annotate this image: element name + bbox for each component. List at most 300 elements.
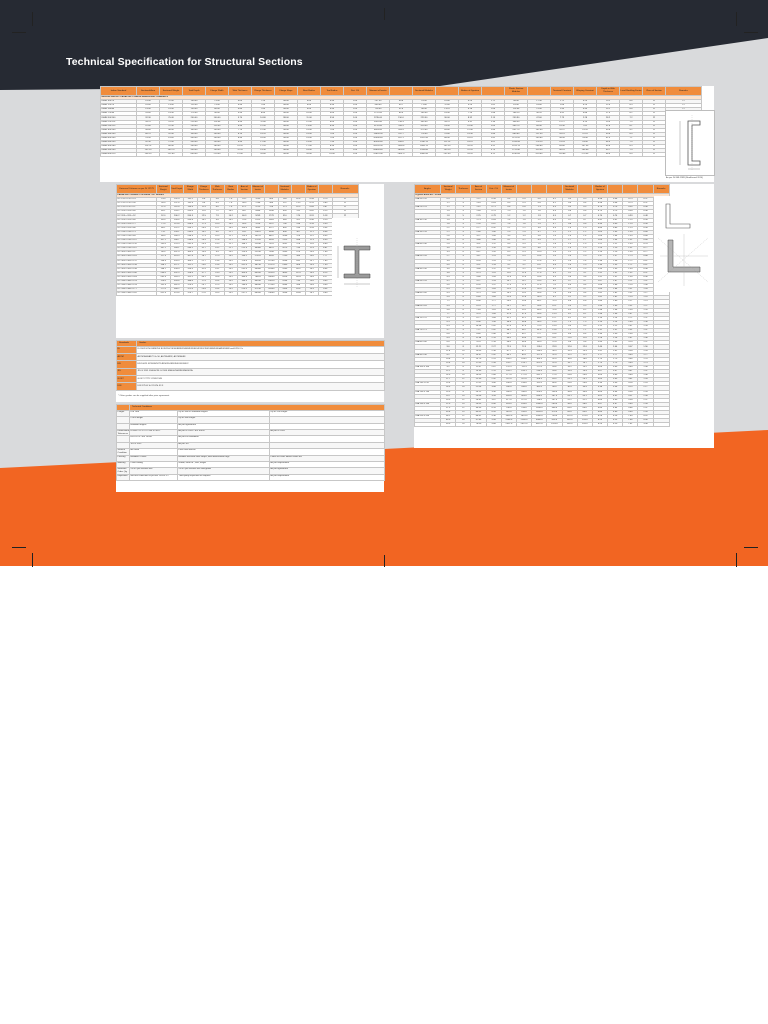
grade-value: GOST 27772 C255/C345	[137, 375, 385, 382]
table-cell: 22.59	[471, 378, 486, 382]
table-cell: 4.64	[592, 406, 607, 410]
table-cell: 10	[456, 394, 471, 398]
table-cell: 13.4	[305, 251, 319, 255]
table-cell: 27.0	[597, 112, 620, 116]
table-cell: 2.14	[608, 320, 623, 324]
table-cell: Pl	[643, 128, 666, 132]
table-cell: 9.00	[298, 104, 321, 108]
table-cell: 7.50	[321, 141, 344, 145]
table-cell: 6.3	[516, 251, 531, 255]
table-cell: 300.00	[183, 128, 206, 132]
table-cell: 20.80	[252, 153, 275, 157]
table-cell: 12.9	[516, 275, 531, 279]
table-cell: 150.2	[238, 255, 252, 259]
table-cell: 2.84	[482, 128, 505, 132]
table-cell: 305.3	[184, 251, 198, 255]
table-cell: 309.2	[184, 259, 198, 263]
table-cell: 651.70	[505, 128, 528, 132]
table-cell: 2.77	[471, 226, 486, 230]
table-cell: 230.6	[532, 370, 547, 374]
table-cell: 1.04	[344, 104, 367, 108]
table-cell: 125.00	[206, 124, 229, 128]
table-cell: 158.1	[157, 263, 171, 267]
table-cell: 3	[456, 198, 471, 202]
table-cell: 834.0	[390, 141, 413, 145]
table-cell: 78.50	[137, 136, 160, 140]
table-cell: 261.3	[184, 243, 198, 247]
table-cell: 2.30	[608, 333, 623, 337]
table-cell: 125.0	[577, 415, 592, 419]
table-cell: 12570	[265, 263, 279, 267]
table-cell: 9.18	[305, 222, 319, 226]
table-cell: 22.0	[597, 104, 620, 108]
table-cell: 10	[456, 386, 471, 390]
table-cell: 8.96	[471, 300, 486, 304]
table-cell: 152	[292, 210, 306, 214]
table-cell: 14.5	[305, 271, 319, 275]
table-cell: 13.79	[471, 357, 486, 361]
table-cell: 98.00	[275, 132, 298, 136]
table-cell: 30.4	[577, 386, 592, 390]
table-cell: 20.22	[471, 390, 486, 394]
table-cell: 5.49	[486, 419, 501, 423]
table-cell: 16.36	[551, 124, 574, 128]
table-cell: 1.8	[441, 214, 456, 218]
table-cell: 4.4	[577, 292, 592, 296]
table-cell: 4.06	[486, 402, 501, 406]
table-cell: 0.58	[608, 202, 623, 206]
column-header: Torsional Constant	[551, 87, 574, 96]
table-cell: 11.6	[305, 243, 319, 247]
table-cell: 123.4	[238, 251, 252, 255]
table-cell: 11.0	[562, 337, 577, 341]
table-cell: 225.00	[183, 120, 206, 124]
table-cell: 458	[292, 239, 306, 243]
table-cell: 4.4	[562, 292, 577, 296]
table-cell: 10	[456, 349, 471, 353]
table-cell: 5.75	[471, 292, 486, 296]
table-cell: 12.9	[501, 275, 516, 279]
table-cell: 174	[292, 214, 306, 218]
table-cell: 6	[456, 341, 471, 345]
table-cell: 71.0	[157, 222, 171, 226]
table-cell: 12	[456, 415, 471, 419]
table-cell: 14.20	[252, 132, 275, 136]
table-cell: 1.73	[471, 218, 486, 222]
table-cell: 3.88	[471, 267, 486, 271]
table-cell: 1.45	[486, 275, 501, 279]
table-cell: 2.06	[486, 333, 501, 337]
crop-mark	[12, 547, 26, 548]
table-cell: 76.00	[471, 423, 486, 427]
table-cell: 2.99	[638, 402, 653, 406]
table-cell: 7.6	[224, 206, 238, 210]
table-cell: 15.3	[547, 312, 562, 316]
table-cell: 2.07	[623, 288, 638, 292]
table-cell: 0.89	[592, 226, 607, 230]
table-cell: 165.5	[532, 357, 547, 361]
table-cell: 196.0	[501, 382, 516, 386]
table-cell: 0.5	[562, 206, 577, 210]
table-cell: 327.1	[170, 263, 184, 267]
table-cell: 11.3	[305, 239, 319, 243]
table-cell: 20.7	[197, 284, 211, 288]
table-cell: 1.4	[501, 218, 516, 222]
table-cell: 3.98	[638, 423, 653, 427]
table-cell: 13.9	[305, 263, 319, 267]
table-cell: 4.5	[441, 275, 456, 279]
row-label: ISA 65 x 65	[415, 304, 441, 308]
table-cell: 4.7	[532, 230, 547, 234]
table-cell: 7.89	[623, 415, 638, 419]
table-cell: 2.4	[562, 259, 577, 263]
table-cell: 17.5	[197, 279, 211, 283]
table-cell: 10	[456, 374, 471, 378]
table-cell: 66260	[251, 292, 265, 296]
table-cell: 1.04	[344, 145, 367, 149]
table-cell: 13.8	[211, 259, 225, 263]
table-cell: 37.7	[197, 271, 211, 275]
table-cell: 2.9	[501, 230, 516, 234]
table-cell: 12.21	[471, 345, 486, 349]
table-cell: 205.0	[562, 423, 577, 427]
table-cell: 0.87	[486, 222, 501, 226]
table-cell: 43.02	[471, 410, 486, 414]
table-cell: 2.2	[532, 218, 547, 222]
table-cell: 59.6	[547, 370, 562, 374]
table-cell: 4.50	[321, 100, 344, 104]
table-cell: 1.37	[486, 267, 501, 271]
table-cell: 145.1	[501, 370, 516, 374]
table-cell: 9.2	[516, 263, 531, 267]
table-cell: 1176.20	[505, 136, 528, 140]
table-cell: 0.87	[638, 263, 653, 267]
table-cell: 45.6	[547, 365, 562, 369]
table-cell: 20310	[265, 271, 279, 275]
table-cell: 1778	[265, 214, 279, 218]
table-cell: 1.92	[623, 271, 638, 275]
group-label: EQUAL ANGLES - IS 808	[415, 194, 670, 198]
condition-label: Marking	[117, 461, 130, 467]
table-cell: 206.2	[170, 214, 184, 218]
column-header: Warping Constant	[574, 87, 597, 96]
condition-value: IS 808 / IS 12779 / BS 4 Part 1	[130, 429, 178, 435]
table-cell: 6.69	[319, 243, 333, 247]
table-cell: 145.1	[516, 370, 531, 374]
table-cell: 2.75	[592, 357, 607, 361]
table-cell: 145.40	[413, 112, 436, 116]
table-cell: 3.04	[623, 349, 638, 353]
table-cell: 6.5	[501, 255, 516, 259]
table-cell: 0.3	[577, 198, 592, 202]
table-cell: 0.5	[547, 214, 562, 218]
row-label: UC 203 x 203 x 86	[117, 226, 157, 230]
table-cell: 4.0	[441, 263, 456, 267]
table-cell: 322.2	[184, 275, 198, 279]
table-cell: 3.27	[471, 234, 486, 238]
table-cell: 1.1	[441, 202, 456, 206]
table-cell: 3	[456, 218, 471, 222]
row-label: ISA 130 x 130	[415, 390, 441, 394]
table-row	[117, 346, 385, 353]
table-cell: 215.8	[170, 222, 184, 226]
table-cell: 0.58	[592, 202, 607, 206]
table-cell: 374.6	[170, 292, 184, 296]
table-cell: 4.9	[441, 304, 456, 308]
table-cell: 2.87	[623, 337, 638, 341]
standard-label: EN	[117, 361, 137, 368]
table-cell: 8.60	[252, 112, 275, 116]
table-cell: 8.3	[620, 104, 643, 108]
table-cell: 5.6	[532, 234, 547, 238]
table-cell: 6.26	[608, 415, 623, 419]
table-cell: Pl	[666, 104, 702, 108]
table-cell: 1.65	[486, 292, 501, 296]
column-header	[516, 185, 531, 194]
table-cell: 16.0	[562, 357, 577, 361]
table-cell: 2.51	[486, 357, 501, 361]
row-label: UC 305 x 305 x 137	[117, 259, 157, 263]
table-cell: 38.3	[238, 202, 252, 206]
table-cell: 1.20	[486, 251, 501, 255]
table-cell: 1.80	[592, 300, 607, 304]
table-cell: 2.7	[441, 255, 456, 259]
table-cell: 15	[456, 419, 471, 423]
table-cell: 3.39	[592, 382, 607, 386]
table-cell: 157.6	[170, 202, 184, 206]
table-cell: 3.07	[592, 370, 607, 374]
table-cell: 10.40	[459, 124, 482, 128]
table-cell: 1.80	[608, 300, 623, 304]
table-cell: 225.5	[238, 288, 252, 292]
table-cell: 305.8	[238, 271, 252, 275]
table-cell: 260.0	[547, 402, 562, 406]
table-cell: 111.20	[436, 141, 459, 145]
table-cell: 3.38	[592, 386, 607, 390]
table-cell: 6.3	[501, 251, 516, 255]
table-cell: 5.4	[501, 247, 516, 251]
table-cell: 69.0	[562, 406, 577, 410]
table-cell: 1.4	[547, 234, 562, 238]
table-cell: 14.7	[501, 279, 516, 283]
column-header: Web Thickness	[229, 87, 252, 96]
table-cell: Pl	[332, 210, 358, 214]
table-cell: 12.00	[298, 120, 321, 124]
table-cell: 12.1	[441, 370, 456, 374]
table-cell: 1.9	[562, 247, 577, 251]
row-label: ISMB 250/125	[101, 124, 137, 128]
table-cell: 2.41	[608, 349, 623, 353]
table-cell: Pl	[643, 116, 666, 120]
row-label: UC 305 x 305 x 158	[117, 263, 157, 267]
table-cell: 5131.60	[367, 124, 390, 128]
table-cell: 6.20	[608, 423, 623, 427]
crop-mark	[744, 32, 758, 33]
table-cell: 8.2	[620, 112, 643, 116]
table-cell: 5.20	[459, 104, 482, 108]
table-cell: 150.00	[183, 108, 206, 112]
condition-label: Minimum Order Qty	[117, 468, 130, 474]
table-cell: 44.1	[197, 275, 211, 279]
table-cell: 0.74	[592, 214, 607, 218]
table-cell: 23.5	[441, 398, 456, 402]
table-cell: 19.2	[211, 247, 225, 251]
group-label: MEDIUM WEIGHT PARALLEL FLANGE BEAMS AND CHANNELS	[101, 96, 702, 100]
table-cell: 3.87	[623, 370, 638, 374]
table-cell: Pl	[332, 202, 358, 206]
table-cell: 2900.0	[532, 415, 547, 419]
table-cell: 1.67	[592, 279, 607, 283]
table-cell: 98.00	[275, 136, 298, 140]
table-cell: 7.6	[224, 198, 238, 202]
column-header: Universal Columns as per IS 12779	[117, 185, 157, 194]
table-cell: 5	[456, 304, 471, 308]
table-cell: 0.29	[574, 104, 597, 108]
row-label: ISA 25 x 25	[415, 206, 441, 210]
table-cell: 98.00	[275, 120, 298, 124]
table-cell: 4857	[265, 234, 279, 238]
table-cell: 12	[456, 406, 471, 410]
table-cell: 3.03	[608, 378, 623, 382]
table-cell: 6125	[251, 218, 265, 222]
table-cell: 2.9	[532, 222, 547, 226]
row-label: ISA 80 x 80	[415, 341, 441, 345]
table-cell: 1.66	[608, 284, 623, 288]
table-cell: 8	[456, 390, 471, 394]
table-cell: 365.3	[170, 275, 184, 279]
column-header	[638, 185, 653, 194]
table-cell: 15.2	[224, 275, 238, 279]
table-cell: 18.90	[436, 112, 459, 116]
table-row	[101, 153, 702, 157]
table-cell: 2.29	[623, 296, 638, 300]
table-cell: 24.6	[577, 382, 592, 386]
table-cell: 197.0	[547, 398, 562, 402]
table-cell: 3.0	[441, 267, 456, 271]
table-cell: 5.86	[623, 406, 638, 410]
table-cell: 58.60	[137, 128, 160, 132]
table-cell: 29.0	[501, 300, 516, 304]
table-cell: 30.0	[157, 202, 171, 206]
table-cell: 38.44	[551, 136, 574, 140]
table-cell: 2.59	[486, 361, 501, 365]
standard-label: IS	[117, 346, 137, 353]
table-cell: 2.28	[592, 337, 607, 341]
column-header: Radius of Gyration	[459, 87, 482, 96]
table-cell: 98.00	[275, 104, 298, 108]
table-cell: 136.9	[157, 259, 171, 263]
table-cell: 44.0	[597, 141, 620, 145]
table-cell: 37.30	[160, 124, 183, 128]
table-cell: 3.38	[608, 386, 623, 390]
table-cell: 4	[456, 222, 471, 226]
table-cell: 8.27	[319, 275, 333, 279]
table-cell: 1.95	[638, 378, 653, 382]
table-cell: 35.0	[532, 288, 547, 292]
table-cell: 2074.70	[505, 145, 528, 149]
table-cell: 2.41	[592, 349, 607, 353]
table-cell: 4.25	[623, 386, 638, 390]
table-cell: 7.60	[252, 108, 275, 112]
table-cell: 1.04	[344, 136, 367, 140]
table-cell: 1.07	[638, 279, 653, 283]
table-cell: 17.3	[197, 222, 211, 226]
table-cell: 4.04	[592, 390, 607, 394]
table-cell: 8.4	[577, 333, 592, 337]
table-cell: 5	[456, 279, 471, 283]
table-cell: 9.5	[562, 325, 577, 329]
grade-value: DIN 17100 St 37-2/St 52-3	[137, 383, 385, 390]
table-cell: 8.66	[471, 333, 486, 337]
grade-value: EN 10025 S235JR/S275JR/S355JR/S355J0/S355J2	[137, 361, 385, 368]
table-cell: 381.0	[532, 386, 547, 390]
table-cell: 3.2	[547, 259, 562, 263]
table-cell: 1445	[278, 251, 292, 255]
table-cell: 75.00	[206, 104, 229, 108]
table-cell: 1.04	[344, 116, 367, 120]
table-cell: 3.07	[623, 345, 638, 349]
table-cell: 9.60	[319, 292, 333, 296]
table-cell: 1.41	[486, 271, 501, 275]
table-cell: 2.6	[547, 255, 562, 259]
table-cell: 1350.70	[413, 141, 436, 145]
table-cell: 10.58	[471, 325, 486, 329]
table-cell: 9.40	[229, 141, 252, 145]
table-cell: Pl	[332, 206, 358, 210]
table-cell: 15.05	[471, 349, 486, 353]
table-cell: 98.00	[275, 153, 298, 157]
table-cell: 8.6	[211, 230, 225, 234]
table-cell: 3.67	[486, 398, 501, 402]
table-cell: 313.30	[528, 149, 551, 153]
table-cell: 13630.30	[367, 132, 390, 136]
table-cell: 1205.0	[547, 423, 562, 427]
column-header	[319, 185, 333, 194]
table-cell: 4	[456, 243, 471, 247]
table-cell: 12.2	[562, 353, 577, 357]
table-cell: 4.14	[486, 406, 501, 410]
table-cell: 2.84	[486, 374, 501, 378]
column-header	[532, 185, 547, 194]
table-cell: 4.60	[592, 410, 607, 414]
table-cell: 222	[278, 202, 292, 206]
table-cell: 10.20	[229, 145, 252, 149]
table-cell: 7.1	[577, 329, 592, 333]
table-cell: 2684	[278, 284, 292, 288]
table-cell: 5.13	[319, 210, 333, 214]
table-cell: 8.4	[562, 333, 577, 337]
table-cell: 2.45	[608, 341, 623, 345]
condition-value: Bundled / Loose	[130, 455, 178, 461]
table-cell: 8.6	[532, 247, 547, 251]
table-cell: 34.8	[562, 390, 577, 394]
crop-mark	[736, 12, 737, 26]
table-cell: 1533.40	[505, 141, 528, 145]
table-cell: 93.1	[238, 230, 252, 234]
table-cell: 14.30	[459, 132, 482, 136]
table-cell: 16300	[265, 267, 279, 271]
table-cell: 1096	[278, 234, 292, 238]
table-cell: 5.04	[623, 398, 638, 402]
table-cell: 1.99	[608, 304, 623, 308]
table-cell: 17510	[251, 239, 265, 243]
table-cell: 10.2	[224, 222, 238, 226]
column-header	[608, 185, 623, 194]
table-cell: 73.3	[292, 202, 306, 206]
table-cell: 14.2	[197, 230, 211, 234]
table-cell: 203.6	[184, 210, 198, 214]
table-cell: 0.7	[562, 218, 577, 222]
